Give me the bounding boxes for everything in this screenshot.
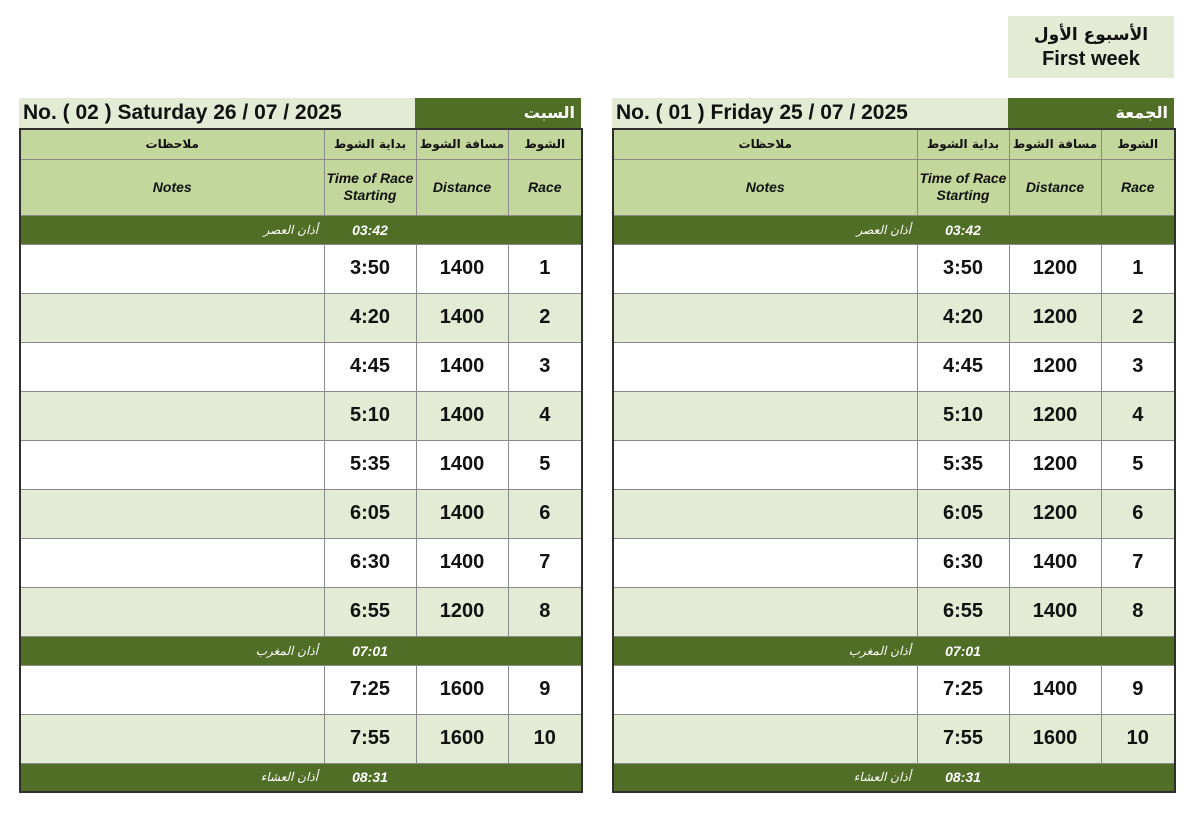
sheet-title-bar [612, 98, 1174, 128]
adhan-name: أذان المغرب [20, 636, 324, 665]
adhan-time: 08:31 [917, 763, 1009, 792]
race-row [613, 391, 1175, 440]
col-start-ar: بداية الشوط [324, 129, 416, 159]
race-distance: 1400 [416, 244, 508, 293]
race-distance: 1400 [1009, 665, 1101, 714]
race-row [613, 665, 1175, 714]
race-notes [613, 587, 917, 636]
race-notes [613, 489, 917, 538]
race-start-time: 4:45 [324, 342, 416, 391]
race-start-time: 6:30 [324, 538, 416, 587]
race-row [613, 293, 1175, 342]
race-row [20, 391, 582, 440]
race-number: 4 [1101, 391, 1175, 440]
race-number: 6 [1101, 489, 1175, 538]
race-notes [20, 714, 324, 763]
race-start-time: 7:55 [917, 714, 1009, 763]
race-notes [20, 440, 324, 489]
race-start-time: 5:35 [917, 440, 1009, 489]
race-table [612, 128, 1176, 793]
race-row [20, 342, 582, 391]
race-distance: 1200 [1009, 244, 1101, 293]
race-distance: 1400 [1009, 538, 1101, 587]
adhan-time: 03:42 [917, 215, 1009, 244]
week-label [1008, 16, 1174, 78]
col-distance-ar: مسافة الشوط [1009, 129, 1101, 159]
race-notes [613, 538, 917, 587]
col-notes-ar: ملاحظات [613, 129, 917, 159]
race-distance: 1400 [1009, 587, 1101, 636]
race-notes [20, 391, 324, 440]
race-distance: 1400 [416, 391, 508, 440]
race-distance: 1400 [416, 489, 508, 538]
col-distance-ar: مسافة الشوط [416, 129, 508, 159]
race-number: 7 [1101, 538, 1175, 587]
race-notes [613, 293, 917, 342]
race-row [613, 440, 1175, 489]
race-number: 10 [1101, 714, 1175, 763]
race-distance: 1600 [416, 665, 508, 714]
adhan-time: 07:01 [324, 636, 416, 665]
race-notes [613, 665, 917, 714]
race-number: 8 [1101, 587, 1175, 636]
race-notes [20, 293, 324, 342]
race-row [20, 293, 582, 342]
col-start-en: Time of Race Starting [324, 159, 416, 215]
sheet-day-ar: السبت [415, 98, 581, 128]
race-distance: 1400 [416, 440, 508, 489]
race-distance: 1600 [416, 714, 508, 763]
race-distance: 1200 [1009, 489, 1101, 538]
race-start-time: 7:55 [324, 714, 416, 763]
race-number: 9 [508, 665, 582, 714]
adhan-time: 07:01 [917, 636, 1009, 665]
race-row [20, 714, 582, 763]
race-row [613, 538, 1175, 587]
race-start-time: 5:35 [324, 440, 416, 489]
week-title-en: First week [1042, 48, 1140, 70]
header-row-en [20, 159, 582, 215]
header-row-en [613, 159, 1175, 215]
race-sheet-saturday [19, 98, 581, 793]
race-start-time: 6:05 [324, 489, 416, 538]
race-start-time: 5:10 [324, 391, 416, 440]
adhan-row [20, 763, 582, 792]
race-row [20, 538, 582, 587]
race-number: 6 [508, 489, 582, 538]
race-start-time: 4:20 [324, 293, 416, 342]
race-notes [20, 538, 324, 587]
sheet-title: No. ( 02 ) Saturday 26 / 07 / 2025 [19, 98, 415, 128]
race-number: 5 [508, 440, 582, 489]
col-distance-en: Distance [1009, 159, 1101, 215]
col-race-en: Race [1101, 159, 1175, 215]
adhan-name: أذان المغرب [613, 636, 917, 665]
race-number: 7 [508, 538, 582, 587]
col-distance-en: Distance [416, 159, 508, 215]
adhan-time: 08:31 [324, 763, 416, 792]
race-start-time: 6:30 [917, 538, 1009, 587]
adhan-row [613, 215, 1175, 244]
race-notes [20, 342, 324, 391]
race-start-time: 7:25 [917, 665, 1009, 714]
race-row [20, 665, 582, 714]
race-start-time: 3:50 [324, 244, 416, 293]
race-row [20, 587, 582, 636]
race-distance: 1200 [1009, 391, 1101, 440]
race-number: 1 [1101, 244, 1175, 293]
col-notes-ar: ملاحظات [20, 129, 324, 159]
race-number: 9 [1101, 665, 1175, 714]
col-start-en: Time of Race Starting [917, 159, 1009, 215]
col-race-ar: الشوط [1101, 129, 1175, 159]
sheet-title-bar [19, 98, 581, 128]
col-race-ar: الشوط [508, 129, 582, 159]
race-distance: 1600 [1009, 714, 1101, 763]
race-start-time: 6:55 [917, 587, 1009, 636]
col-notes-en: Notes [20, 159, 324, 215]
race-number: 3 [1101, 342, 1175, 391]
race-number: 5 [1101, 440, 1175, 489]
header-row-ar [613, 129, 1175, 159]
race-distance: 1200 [1009, 440, 1101, 489]
race-start-time: 3:50 [917, 244, 1009, 293]
adhan-name: أذان العشاء [613, 763, 917, 792]
race-row [613, 342, 1175, 391]
sheet-title: No. ( 01 ) Friday 25 / 07 / 2025 [612, 98, 1008, 128]
race-row [20, 440, 582, 489]
adhan-time: 03:42 [324, 215, 416, 244]
race-table [19, 128, 583, 793]
race-start-time: 7:25 [324, 665, 416, 714]
race-sheet-friday [612, 98, 1174, 793]
race-start-time: 6:55 [324, 587, 416, 636]
race-row [613, 587, 1175, 636]
race-number: 8 [508, 587, 582, 636]
sheet-day-ar: الجمعة [1008, 98, 1174, 128]
race-number: 4 [508, 391, 582, 440]
race-notes [613, 391, 917, 440]
race-number: 2 [508, 293, 582, 342]
race-row [20, 489, 582, 538]
race-notes [613, 244, 917, 293]
adhan-name: أذان العصر [613, 215, 917, 244]
race-number: 3 [508, 342, 582, 391]
col-notes-en: Notes [613, 159, 917, 215]
adhan-name: أذان العشاء [20, 763, 324, 792]
race-distance: 1200 [1009, 293, 1101, 342]
race-number: 2 [1101, 293, 1175, 342]
race-distance: 1200 [416, 587, 508, 636]
race-distance: 1400 [416, 293, 508, 342]
race-start-time: 4:20 [917, 293, 1009, 342]
race-number: 10 [508, 714, 582, 763]
race-start-time: 5:10 [917, 391, 1009, 440]
race-row [613, 244, 1175, 293]
race-notes [20, 489, 324, 538]
adhan-name: أذان العصر [20, 215, 324, 244]
race-row [613, 489, 1175, 538]
col-race-en: Race [508, 159, 582, 215]
adhan-row [20, 215, 582, 244]
adhan-row [20, 636, 582, 665]
race-start-time: 6:05 [917, 489, 1009, 538]
race-row [20, 244, 582, 293]
race-number: 1 [508, 244, 582, 293]
race-notes [20, 244, 324, 293]
race-start-time: 4:45 [917, 342, 1009, 391]
race-distance: 1400 [416, 342, 508, 391]
race-notes [20, 587, 324, 636]
race-notes [613, 714, 917, 763]
adhan-row [613, 763, 1175, 792]
header-row-ar [20, 129, 582, 159]
race-distance: 1400 [416, 538, 508, 587]
race-distance: 1200 [1009, 342, 1101, 391]
race-notes [613, 342, 917, 391]
race-row [613, 714, 1175, 763]
race-notes [613, 440, 917, 489]
race-notes [20, 665, 324, 714]
adhan-row [613, 636, 1175, 665]
col-start-ar: بداية الشوط [917, 129, 1009, 159]
week-title-ar: الأسبوع الأول [1033, 25, 1149, 45]
